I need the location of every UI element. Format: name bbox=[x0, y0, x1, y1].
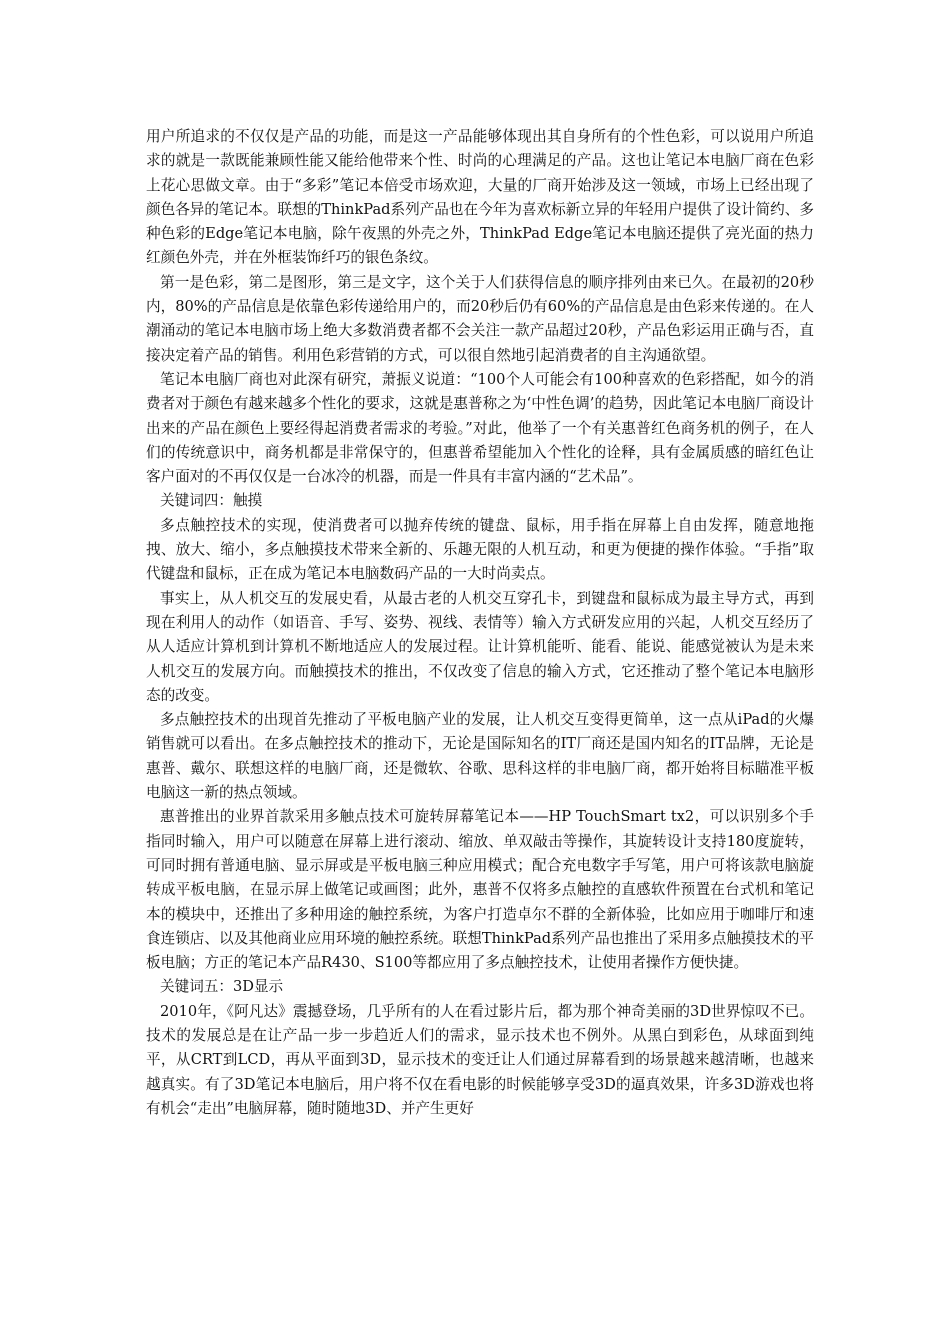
paragraph-10: 2010年，《阿凡达》震撼登场，几乎所有的人在看过影片后，都为那个神奇美丽的3D世界惊叹不已。技术的发展总是在让产品一步一步趋近人们的需求，显示技术也不例外。从黑白到彩色，从球面到纯平，从CRT到LCD，再从平面到3D，显示技术的变迁让人们通过屏幕看到的场景越来越清晰，也越来越真实。有了3D笔记本电脑后，用户将不仅在看电影的时候能够享受3D的逼真效果，许多3D游戏也将有机会“走出”电脑屏幕，随时随地3D、并产生更好 bbox=[146, 1002, 814, 1117]
section-heading-keyword-five: 关键词五：3D显示 bbox=[160, 978, 284, 996]
paragraph-7: 多点触控技术的出现首先推动了平板电脑产业的发展，让人机交互变得更简单，这一点从iPad的火爆销售就可以看出。在多点触控技术的推动下，无论是国际知名的IT厂商还是国内知名的IT品牌，无论是惠普、戴尔、联想这样的电脑厂商，还是微软、谷歌、思科这样的非电脑厂商，都开始将目标瞄准平板电脑这一新的热点领域。 bbox=[146, 711, 814, 802]
paragraph-5: 多点触控技术的实现，使消费者可以抛弃传统的键盘、鼠标，用手指在屏幕上自由发挥，随意地拖拽、放大、缩小，多点触摸技术带来全新的、乐趣无限的人机互动，和更为便捷的操作体验。“手指”取代键盘和鼠标，正在成为笔记本电脑数码产品的一大时尚卖点。 bbox=[146, 516, 814, 583]
paragraph-8: 惠普推出的业界首款采用多触点技术可旋转屏幕笔记本——HP TouchSmart tx2，可以识别多个手指同时输入，用户可以随意在屏幕上进行滚动、缩放、单双敲击等操作，其旋转设计支持180度旋转，可同时拥有普通电脑、显示屏或是平板电脑三种应用模式；配合充电数字手写笔，用户可将该款电脑旋转成平板电脑，在显示屏上做笔记或画图；此外，惠普不仅将多点触控的直感软件预置在台式机和笔记本的模块中，还推出了多种用途的触控系统，为客户打造卓尔不群的全新体验，比如应用于咖啡厅和速食连锁店、以及其他商业应用环境的触控系统。联想ThinkPad系列产品也推出了采用多点触摸技术的平板电脑；方正的笔记本产品R430、S100等都应用了多点触控技术，让使用者操作方便快捷。 bbox=[146, 808, 814, 972]
section-heading-keyword-four: 关键词四：触摸 bbox=[160, 492, 263, 510]
paragraph-2: 第一是色彩，第二是图形，第三是文字，这个关于人们获得信息的顺序排列由来已久。在最初的20秒内，80%的产品信息是依靠色彩传递给用户的，而20秒后仍有60%的产品信息是由色彩来传递的。在人潮涌动的笔记本电脑市场上绝大多数消费者都不会关注一款产品超过20秒，产品色彩运用正确与否，直接决定着产品的销售。利用色彩营销的方式，可以很自然地引起消费者的自主沟通欲望。 bbox=[146, 273, 814, 364]
paragraph-3: 笔记本电脑厂商也对此深有研究，萧振义说道：“100个人可能会有100种喜欢的色彩搭配，如今的消费者对于颜色有越来越多个性化的要求，这就是惠普称之为‘中性色调’的趋势，因此笔记本电脑厂商设计出来的产品在颜色上要经得起消费者需求的考验。”对此，他举了一个有关惠普红色商务机的例子，在人们的传统意识中，商务机都是非常保守的，但惠普希望能加入个性化的诠释，具有金属质感的暗红色让客户面对的不再仅仅是一台冰冷的机器，而是一件具有丰富内涵的“艺术品”。 bbox=[146, 370, 814, 486]
paragraph-6: 事实上，从人机交互的发展史看，从最古老的人机交互穿孔卡，到键盘和鼠标成为最主导方式，再到现在利用人的动作（如语音、手写、姿势、视线、表情等）输入方式研发应用的兴起，人机交互经历了从人适应计算机到计算机不断地适应人的发展过程。让计算机能听、能看、能说、能感觉被认为是未来人机交互的发展方向。而触摸技术的推出，不仅改变了信息的输入方式，它还推动了整个笔记本电脑形态的改变。 bbox=[146, 589, 814, 704]
paragraph-1: 用户所追求的不仅仅是产品的功能，而是这一产品能够体现出其自身所有的个性色彩，可以说用户所追求的就是一款既能兼顾性能又能给他带来个性、时尚的心理满足的产品。这也让笔记本电脑厂商在色彩上花心思做文章。由于“多彩”笔记本倍受市场欢迎，大量的厂商开始涉及这一领域，市场上已经出现了颜色各异的笔记本。联想的ThinkPad系列产品也在今年为喜欢标新立异的年轻用户提供了设计简约、多种色彩的Edge笔记本电脑，除午夜黑的外壳之外，ThinkPad Edge笔记本电脑还提供了亮光面的热力红颜色外壳，并在外框装饰纤巧的银色条纹。 bbox=[146, 128, 814, 267]
document-body bbox=[146, 125, 814, 1121]
